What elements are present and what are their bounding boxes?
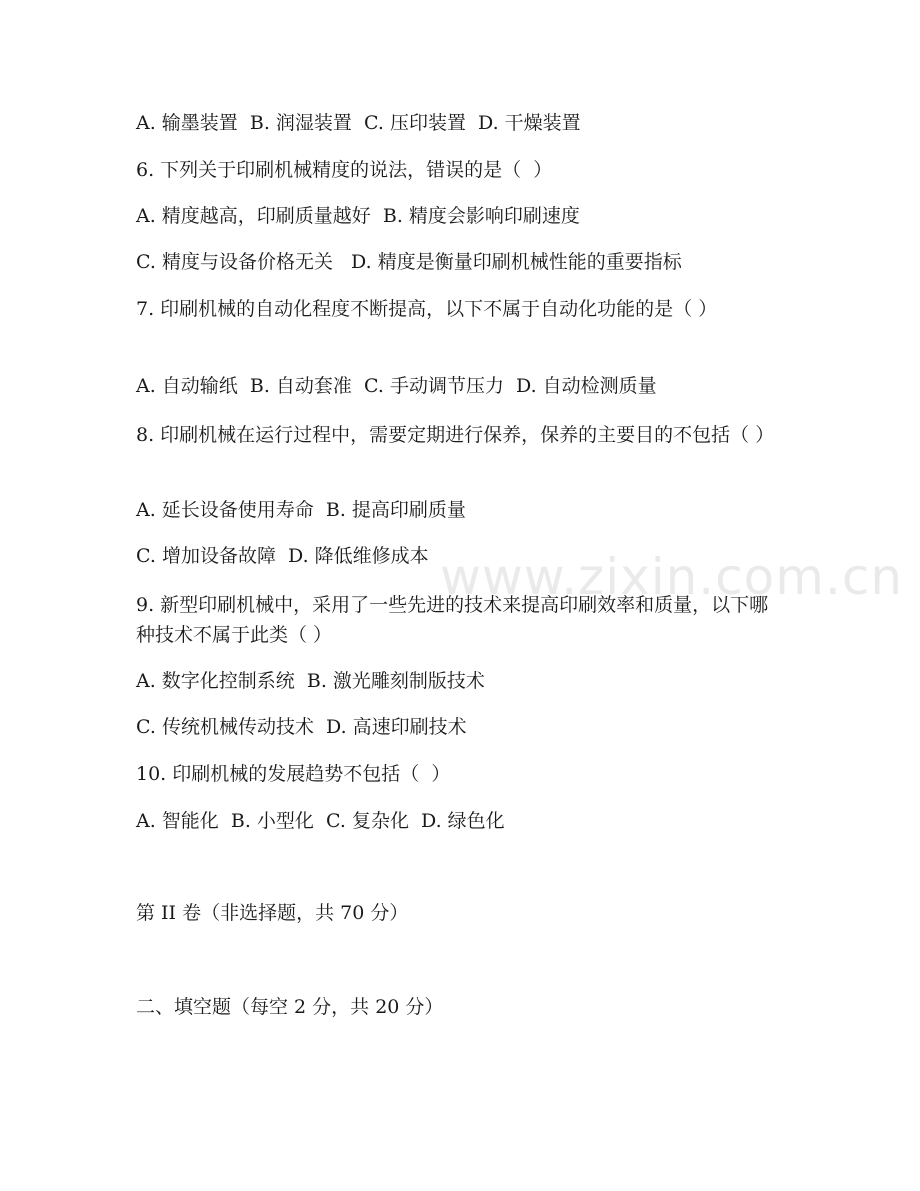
q6-options-ab: A. 精度越高，印刷质量越好 B. 精度会影响印刷速度 xyxy=(136,205,580,227)
question-7: 7. 印刷机械的自动化程度不断提高，以下不属于自动化功能的是（ ） xyxy=(136,298,718,320)
question-10: 10. 印刷机械的发展趋势不包括（ ） xyxy=(136,763,451,785)
q9-options-ab: A. 数字化控制系统 B. 激光雕刻制版技术 xyxy=(136,670,485,692)
q6-options-cd: C. 精度与设备价格无关 D. 精度是衡量印刷机械性能的重要指标 xyxy=(136,251,682,273)
question-9: 9. 新型印刷机械中，采用了一些先进的技术来提高印刷效率和质量，以下哪种技术不属于此类（ ） xyxy=(136,594,769,646)
q9-options-cd: C. 传统机械传动技术 D. 高速印刷技术 xyxy=(136,716,467,738)
section-fill-in-blank: 二、填空题（每空 2 分，共 20 分） xyxy=(136,996,444,1018)
q8-options-ab: A. 延长设备使用寿命 B. 提高印刷质量 xyxy=(136,499,466,521)
q7-options: A. 自动输纸 B. 自动套准 C. 手动调节压力 D. 自动检测质量 xyxy=(136,375,657,397)
q10-options: A. 智能化 B. 小型化 C. 复杂化 D. 绿色化 xyxy=(136,810,505,832)
q5-options: A. 输墨装置 B. 润湿装置 C. 压印装置 D. 干燥装置 xyxy=(136,112,581,134)
question-6: 6. 下列关于印刷机械精度的说法，错误的是（ ） xyxy=(136,159,553,181)
q8-options-cd: C. 增加设备故障 D. 降低维修成本 xyxy=(136,545,429,567)
question-8: 8. 印刷机械在运行过程中，需要定期进行保养，保养的主要目的不包括（ ） xyxy=(136,424,775,446)
section-volume-2: 第 II 卷（非选择题，共 70 分） xyxy=(136,902,409,924)
watermark: www.zixin.com.cn xyxy=(440,548,904,606)
